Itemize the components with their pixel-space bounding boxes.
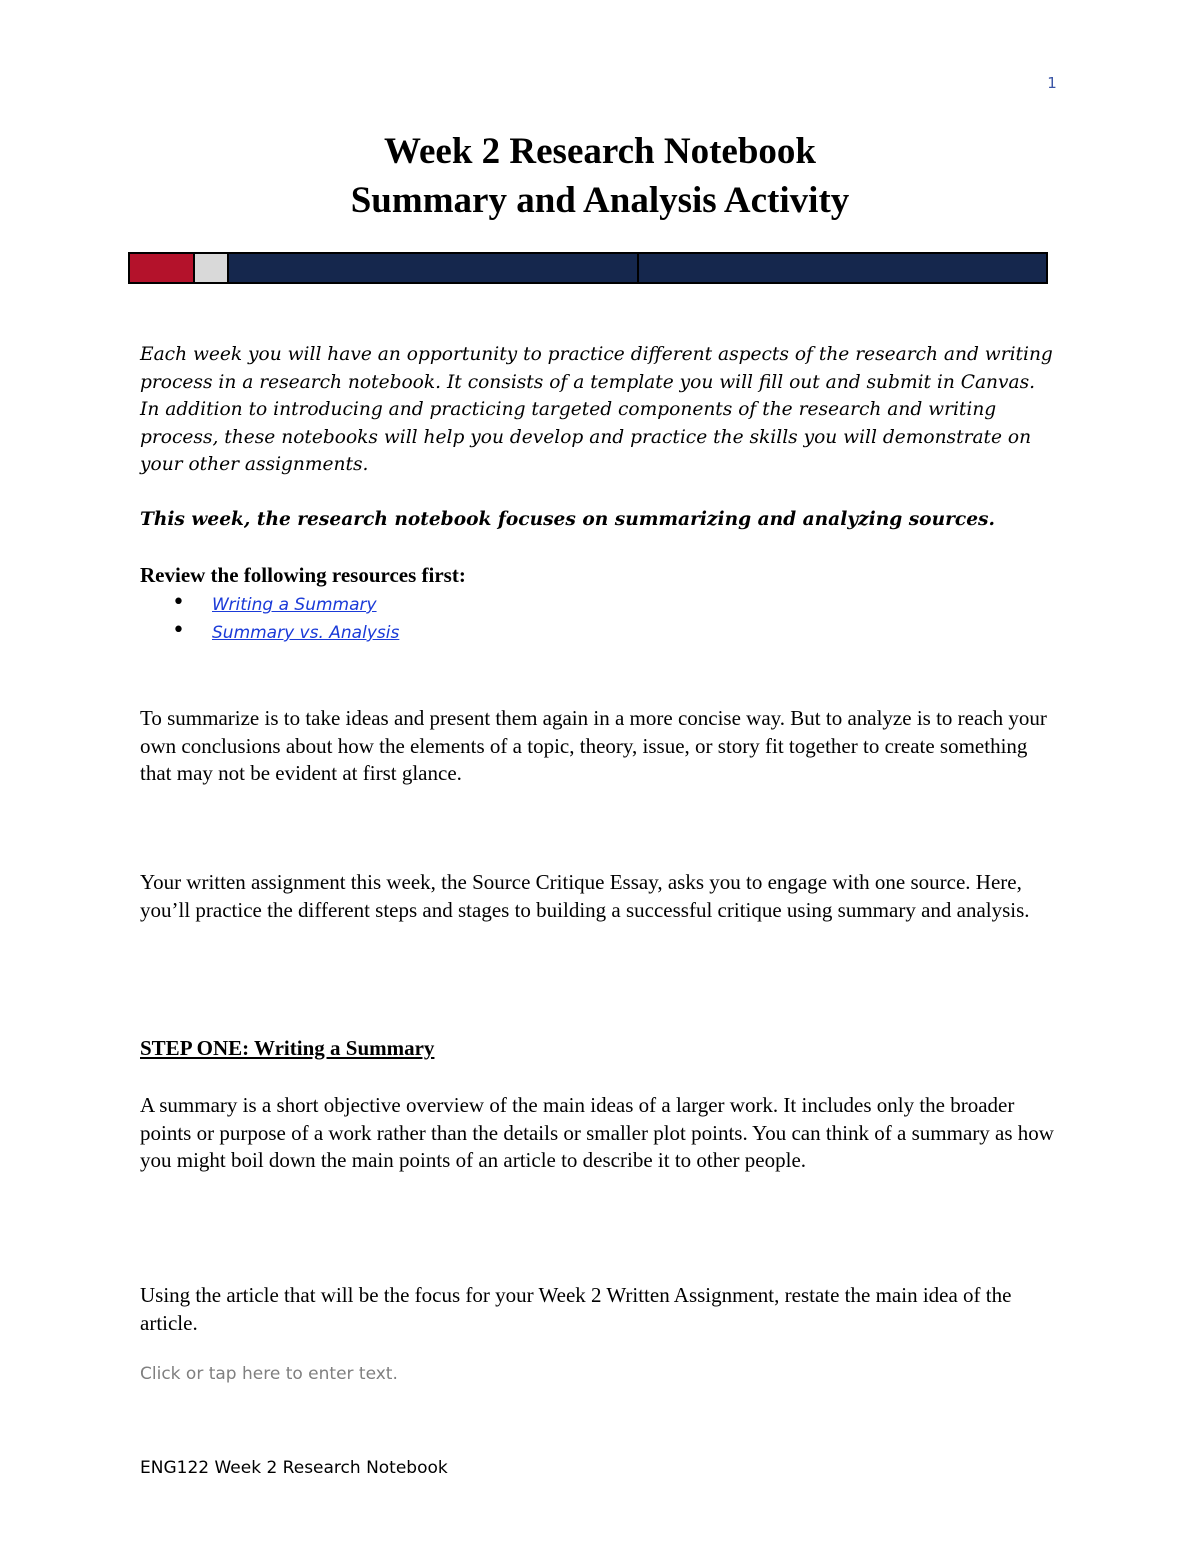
summary-text-field[interactable]: Click or tap here to enter text.: [140, 1364, 398, 1384]
assignment-paragraph: Your written assignment this week, the Source Critique Essay, asks you to engage with one source. Here, you’ll practice the different steps and stages to building a successful critique using summary and analysis.: [140, 870, 1030, 922]
page-number: 1: [1047, 74, 1057, 92]
list-item: [170, 592, 399, 620]
list-item: [170, 620, 399, 648]
summary-vs-analysis-link[interactable]: Summary vs. Analysis: [212, 623, 400, 643]
bar-navy-segment: [639, 254, 1046, 282]
summary-definition-paragraph: A summary is a short objective overview of the main ideas of a larger work. It includes only the broader points or purpose of a work rather than the details or smaller plot points. You can think of a summary as how you might boil down the main points of an article to describe it to other people.: [140, 1093, 1054, 1172]
weekly-focus: This week, the research notebook focuses on summarizing and analyzing sources.: [140, 509, 995, 530]
step-one-heading: STEP ONE: Writing a Summary: [140, 1036, 435, 1060]
bar-navy-segment: [229, 254, 639, 282]
intro-paragraph: Each week you will have an opportunity to practice different aspects of the research and writing process in a research notebook. It consists of a template you will fill out and submit in Canvas. In addition to introducing and practicing targeted components of the research and writing process, these notebooks will help you develop and practice the skills you will demonstrate on your other assignments.: [140, 344, 1053, 476]
writing-a-summary-link[interactable]: Writing a Summary: [212, 595, 377, 615]
decorative-color-bar: [128, 252, 1048, 284]
resource-list: [170, 592, 399, 648]
bar-red-segment: [130, 254, 195, 282]
resources-heading: Review the following resources first:: [140, 563, 466, 587]
page-footer: ENG122 Week 2 Research Notebook: [140, 1458, 448, 1478]
bar-gray-segment: [195, 254, 229, 282]
document-subtitle: Summary and Analysis Activity: [350, 180, 850, 221]
summarize-paragraph: To summarize is to take ideas and present them again in a more concise way. But to analyze is to reach your own conclusions about how the elements of a topic, theory, issue, or story fit together to create something that may not be evident at first glance.: [140, 706, 1047, 785]
restate-instruction: Using the article that will be the focus for your Week 2 Written Assignment, restate the main idea of the article.: [140, 1283, 1012, 1335]
document-title: Week 2 Research Notebook: [384, 131, 816, 172]
